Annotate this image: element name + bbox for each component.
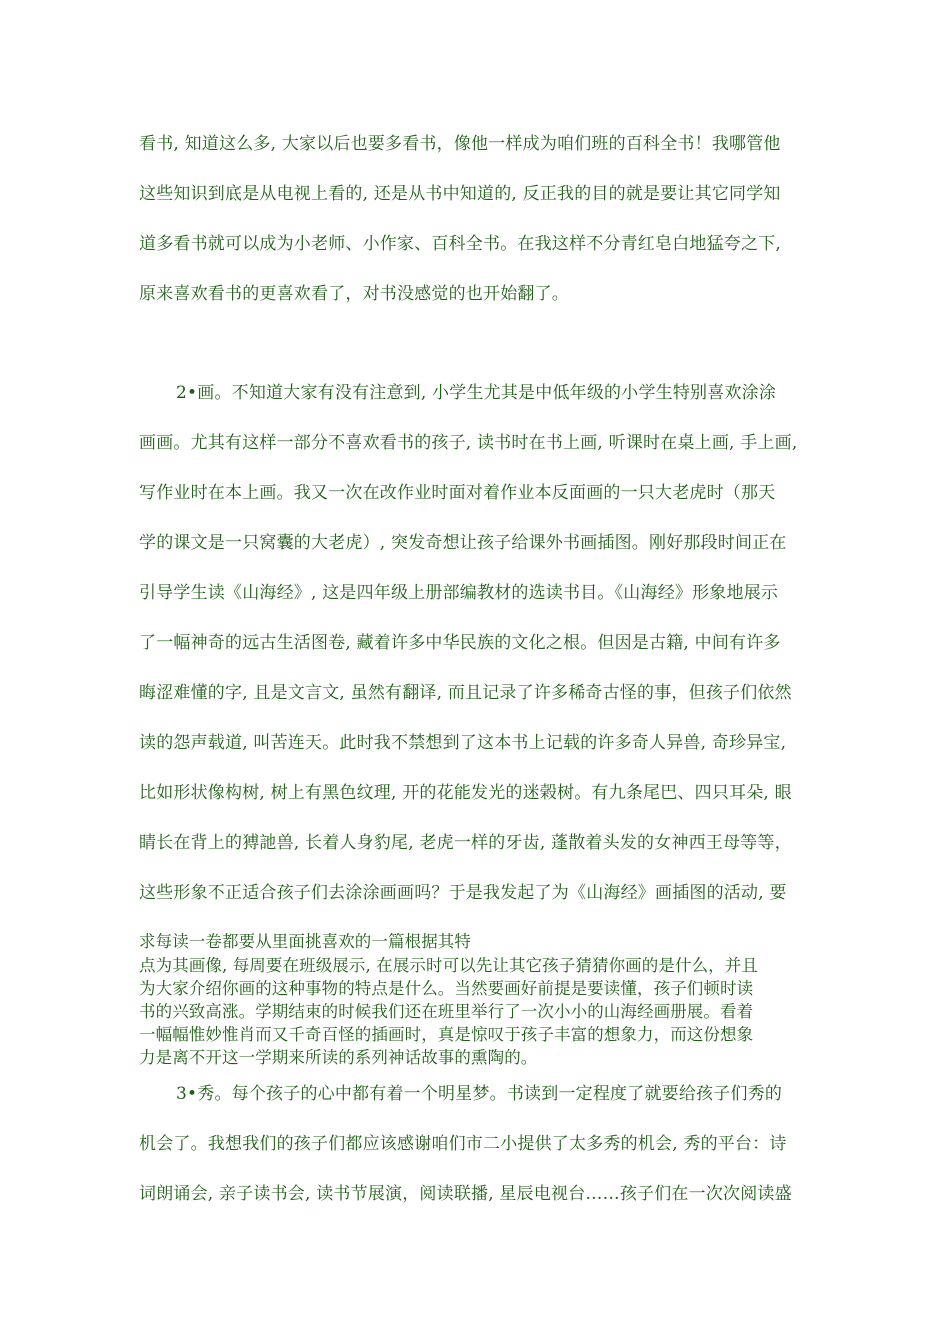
paragraph-2-line-10: 睛长在背上的猼訑兽, 长着人身豹尾, 老虎一样的牙齿, 蓬散着头发的女神西王母等等， [139, 833, 792, 853]
paragraph-2-line-11: 这些形象不正适合孩子们去涂涂画画吗？于是我发起了为《山海经》画插图的活动, 要 [139, 883, 787, 903]
paragraph-2-line-3: 写作业时在本上画。我又一次在改作业时面对着作业本反面画的一只大老虎时（那天 [139, 483, 776, 503]
paragraph-1-line-3: 道多看书就可以成为小老师、小作家、百科全书。在我这样不分青红皂白地猛夸之下, [139, 234, 782, 254]
paragraph-1-line-1: 看书, 知道这么多, 大家以后也要多看书，像他一样成为咱们班的百科全书！我哪管他 [139, 134, 781, 154]
paragraph-2-line-4: 学的课文是一只窝囊的大老虎）, 突发奇想让孩子给课外书画插图。刚好那段时间正在 [139, 533, 787, 553]
paragraph-2-dense-line-1: 求每读一卷都要从里面挑喜欢的一篇根据其特 [139, 932, 471, 951]
paragraph-2-line-2: 画画。尤其有这样一部分不喜欢看书的孩子, 读书时在书上画, 听课时在桌上画, 手上画, [139, 433, 798, 453]
paragraph-2-line-9: 比如形状像构树, 树上有黑色纹理, 开的花能发光的迷榖树。有九条尾巴、四只耳朵, 眼 [139, 783, 792, 803]
paragraph-3-line-2: 机会了。我想我们的孩子们都应该感谢咱们市二小提供了太多秀的机会, 秀的平台：诗 [139, 1134, 787, 1154]
paragraph-3-line-1: 3•秀。每个孩子的心中都有着一个明星梦。书读到一定程度了就要给孩子们秀的 [176, 1084, 783, 1104]
paragraph-2-dense-line-5: 一幅幅惟妙惟肖而又千奇百怪的插画时，真是惊叹于孩子丰富的想象力，而这份想象 [139, 1025, 754, 1044]
paragraph-2-line-6: 了一幅神奇的远古生活图卷, 藏着许多中华民族的文化之根。但因是古籍, 中间有许多 [139, 633, 781, 653]
paragraph-2-line-8: 读的怨声载道, 叫苦连天。此时我不禁想到了这本书上记载的许多奇人异兽, 奇珍异宝, [139, 733, 787, 753]
paragraph-3-line-3: 词朗诵会, 亲子读书会, 读书节展演，阅读联播, 星辰电视台……孩子们在一次次阅读盛 [139, 1184, 792, 1204]
paragraph-2-line-7: 晦涩难懂的字, 且是文言文, 虽然有翻译, 而且记录了许多稀奇古怪的事，但孩子们依然 [139, 683, 792, 703]
paragraph-1-line-4: 原来喜欢看书的更喜欢看了，对书没感觉的也开始翻了。 [139, 284, 569, 304]
paragraph-2-dense-line-4: 书的兴致高涨。学期结束的时候我们还在班里举行了一次小小的山海经画册展。看着 [139, 1002, 754, 1021]
paragraph-2-line-5: 引导学生读《山海经》, 这是四年级上册部编教材的选读书目。《山海经》形象地展示 [139, 583, 779, 603]
paragraph-2-dense-line-3: 为大家介绍你画的这种事物的特点是什么。当然要画好前提是要读懂，孩子们顿时读 [139, 979, 754, 998]
paragraph-2-dense-line-2: 点为其画像, 每周要在班级展示, 在展示时可以先让其它孩子猜猜你画的是什么，并且 [139, 956, 758, 975]
paragraph-1-line-2: 这些知识到底是从电视上看的, 还是从书中知道的, 反正我的目的就是要让其它同学知 [139, 184, 781, 204]
paragraph-2-line-1: 2•画。不知道大家有没有注意到, 小学生尤其是中低年级的小学生特别喜欢涂涂 [176, 383, 777, 403]
paragraph-2-dense-line-6: 力是离不开这一学期来所读的系列神话故事的熏陶的。 [139, 1048, 538, 1067]
